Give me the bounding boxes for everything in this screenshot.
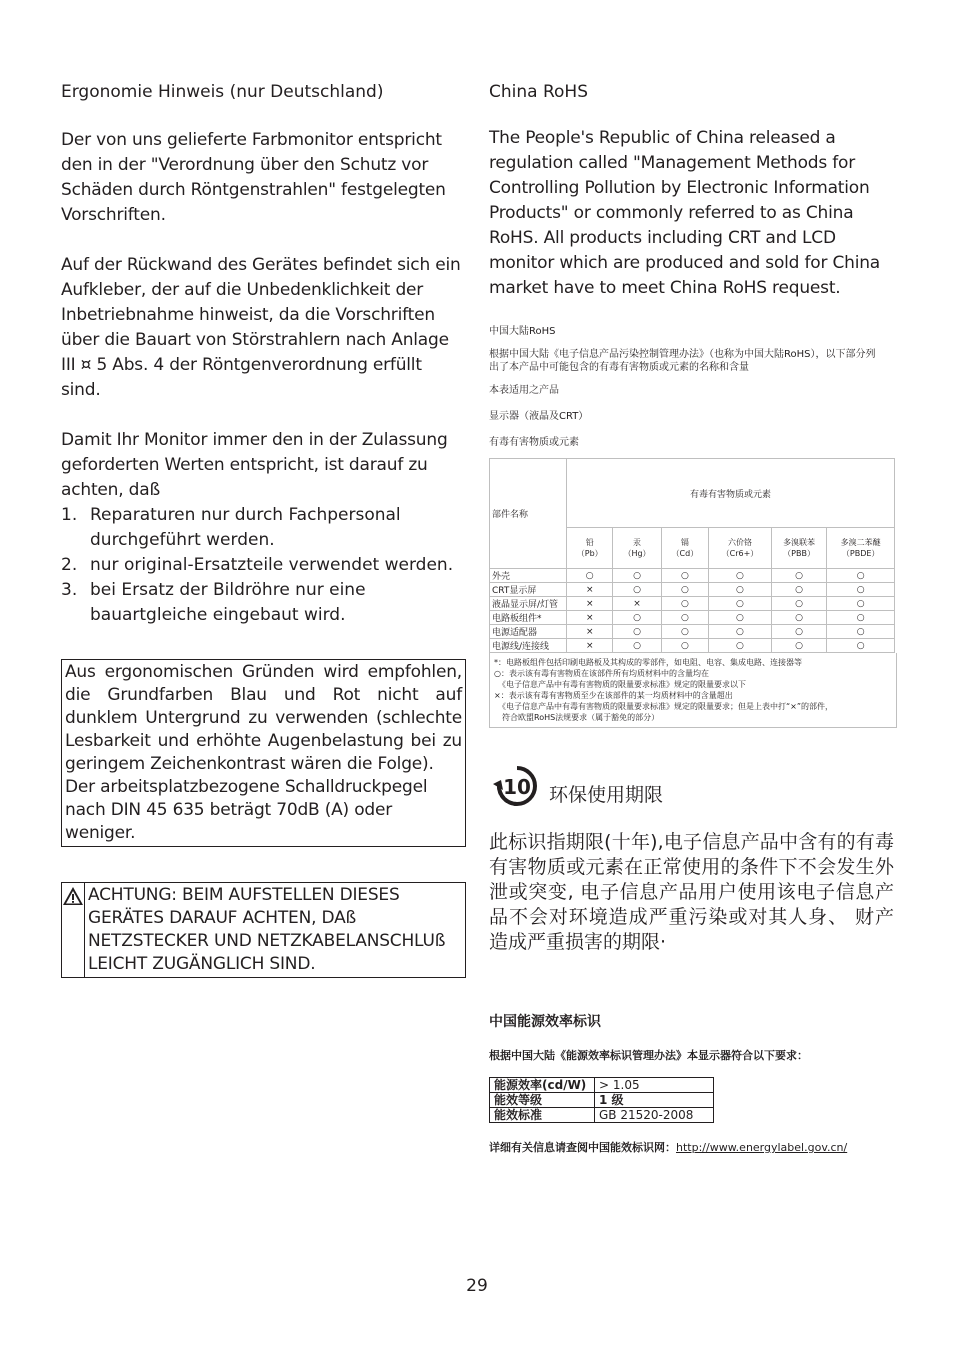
mark-cell: × [567,597,613,611]
list-item: 1. Reparaturen nur durch Fachpersonal durchgeführt werden. [61,505,401,550]
left-column [61,80,466,978]
energy-label-title: 中国能源效率标识 [489,1014,601,1030]
right-column [489,80,899,1155]
mark-cell: ○ [661,583,709,597]
epup-paragraph: 此标识指期限(十年),电子信息产品中含有的有毒有害物质或元素在正常使用的条件下不会发生外泄或突变, 电子信息产品用户使用该电子信息产品不会对环境造成严重污染或对其人身、 财产造成严重损害的期限· [489,831,894,953]
mark-cell: ○ [771,597,827,611]
mark-cell: ○ [709,597,772,611]
mark-cell: ○ [771,639,827,653]
mark-cell: ○ [709,625,772,639]
ergonomie-paragraph-3: Damit Ihr Monitor immer den in der Zulassung geforderten Werten entspricht, ist darauf zu achten, daß [61,430,448,500]
page-number: 29 [466,1276,488,1296]
mark-cell: ○ [827,611,895,625]
mark-cell: ○ [771,569,827,583]
mark-cell: ○ [771,583,827,597]
mark-cell: × [567,639,613,653]
mark-cell: × [613,597,661,611]
table-note: 符合欧盟RoHS法规要求（属于豁免的部分） [494,713,660,722]
ergonomic-recommendation-text: Aus ergonomischen Gründen wird empfohlen, die Grundfarben Blau und Rot nicht auf dunklem Untergrund zu verwenden (schlechte Lesbarkeit und erhöhte Augenbelastung bei zu geringem Zeichenkontrast wären die Folge). [65,662,462,774]
hazard-substance-label: 有毒有害物质或元素 [489,437,579,448]
rohs-label: 中国大陆RoHS [489,326,556,337]
energy-value: GB 21520-2008 [595,1108,714,1123]
noise-level-text: Der arbeitsplatzbezogene Schalldruckpegel nach DIN 45 635 beträgt 70dB (A) oder weniger. [65,777,428,843]
mark-cell: ○ [771,611,827,625]
part-name-cell: 电源线/连接线 [490,639,567,653]
mark-cell: ○ [827,639,895,653]
requirements-list [61,503,466,628]
table-row [490,1078,714,1093]
mark-cell: ○ [661,569,709,583]
energy-label-link[interactable]: http://www.energylabel.gov.cn/ [676,1141,848,1154]
mark-cell: ○ [709,611,772,625]
mark-cell: ○ [827,597,895,611]
energy-label-subtitle: 根据中国大陆《能源效率标识管理办法》本显示器符合以下要求： [489,1049,808,1062]
applicable-product-value: 显示器（液晶及CRT） [489,411,589,422]
china-rohs-heading: China RoHS [489,82,588,102]
mark-cell: ○ [661,625,709,639]
ergonomic-recommendation-box [61,659,466,847]
mark-cell: ○ [661,597,709,611]
mark-cell: ○ [709,569,772,583]
table-note: ×：表示该有毒有害物质至少在该部件的某一均质材料中的含量超出 [494,691,733,700]
energy-value: > 1.05 [595,1078,714,1093]
list-item: 2. nur original-Ersatzteile verwendet werden. [61,555,454,575]
mark-cell: ○ [709,639,772,653]
ergonomie-heading: Ergonomie Hinweis (nur Deutschland) [61,82,384,102]
table-note: *：电路板组件包括印刷电路板及其构成的零部件，如电阻、电容、集成电路、连接器等 [494,658,802,667]
table-note: 《电子信息产品中有毒有害物质的限量要求标准》规定的限量要求；但是上表中打“×”的部件， [494,702,833,711]
table-row [490,625,895,639]
mark-cell: ○ [613,583,661,597]
hazardous-substance-table [489,458,895,653]
applicable-product-label: 本表适用之产品 [489,385,559,396]
part-name-cell: 外壳 [490,569,567,583]
column-header: 多溴二苯醚 （PBDE） [827,528,895,569]
mark-cell: ○ [827,569,895,583]
mark-cell: ○ [613,611,661,625]
epup-recycle-icon [489,764,545,808]
substance-group-header: 有毒有害物质或元素 [567,459,895,528]
ergonomie-paragraph-1: Der von uns gelieferte Farbmonitor entspricht den in der "Verordnung über den Schutz vor Schäden durch Röntgenstrahlen" festgelegten Vorschriften. [61,130,446,225]
column-header: 多溴联苯 （PBB） [771,528,827,569]
column-header: 六价铬 （Cr6+） [709,528,772,569]
part-name-cell: 电源适配器 [490,625,567,639]
ergonomie-paragraph-2: Auf der Rückwand des Gerätes befindet sich ein Aufkleber, der auf die Unbedenklichkeit der Inbetriebnahme hinweist, da die Vorschriften über die Bauart von Störstrahlern nach Anlage III ¤ 5 Abs. 4 der Röntgenverordnung erfüllt sind. [61,255,461,400]
china-rohs-paragraph: The People's Republic of China released a regulation called "Management Methods for Controlling Pollution by Electronic Information Products" or commonly referred to as China RoHS. All products including CRT and LCD monitor which are produced and sold for China market have to meet China RoHS request. [489,128,881,298]
part-name-cell: 液晶显示屏/灯管 [490,597,567,611]
part-name-cell: 电路板组件* [490,611,567,625]
epup-header [489,764,899,808]
table-note: ○：表示该有毒有害物质在该部件所有均质材料中的含量均在 [494,669,709,678]
rohs-description: 根据中国大陆《电子信息产品污染控制管理办法》（也称为中国大陆RoHS），以下部分列出了本产品中可能包含的有毒有害物质或元素的名称和含量 [489,349,876,373]
list-item: 3. bei Ersatz der Bildröhre nur eine bauartgleiche eingebaut wird. [61,580,366,625]
mark-cell: × [567,583,613,597]
table-row [490,583,895,597]
warning-icon-cell [62,883,85,977]
energy-link-line [489,1139,894,1155]
table-row [490,569,895,583]
mark-cell: ○ [661,639,709,653]
energy-key: 能效标准 [490,1108,595,1123]
mark-cell: ○ [827,583,895,597]
epup-label: 环保使用期限 [549,784,664,806]
mark-cell: ○ [827,625,895,639]
energy-key: 能源效率(cd/W) [490,1078,595,1093]
energy-value: 1 级 [595,1093,714,1108]
table-note: 《电子信息产品中有毒有害物质的限量要求标准》规定的限量要求以下 [494,680,746,689]
warning-box [61,882,466,978]
energy-key: 能效等级 [490,1093,595,1108]
mark-cell: ○ [771,625,827,639]
warning-text: ACHTUNG: BEIM AUFSTELLEN DIESES GERÄTES DARAUF ACHTEN, DAß NETZSTECKER UND NETZKABELANSCHLUß LEICHT ZUGÄNGLICH SIND. [88,885,446,974]
epup-number: 10 [503,775,531,799]
mark-cell: ○ [567,569,613,583]
table-row [490,597,895,611]
column-header: 汞 （Hg） [613,528,661,569]
mark-cell: ○ [613,625,661,639]
table-row [490,639,895,653]
table-row [490,1093,714,1108]
column-header: 铅 （Pb） [567,528,613,569]
column-header: 镉 （Cd） [661,528,709,569]
table-notes [489,653,897,728]
table-row [490,1108,714,1123]
mark-cell: ○ [661,611,709,625]
mark-cell: ○ [613,639,661,653]
energy-link-prefix: 详细有关信息请查阅中国能效标识网： [489,1141,676,1154]
mark-cell: × [567,625,613,639]
mark-cell: ○ [613,569,661,583]
part-name-cell: CRT显示屏 [490,583,567,597]
table-row [490,611,895,625]
mark-cell: × [567,611,613,625]
warning-icon [62,886,84,906]
mark-cell: ○ [709,583,772,597]
part-name-header: 部件名称 [490,459,567,569]
energy-efficiency-table [489,1077,714,1123]
